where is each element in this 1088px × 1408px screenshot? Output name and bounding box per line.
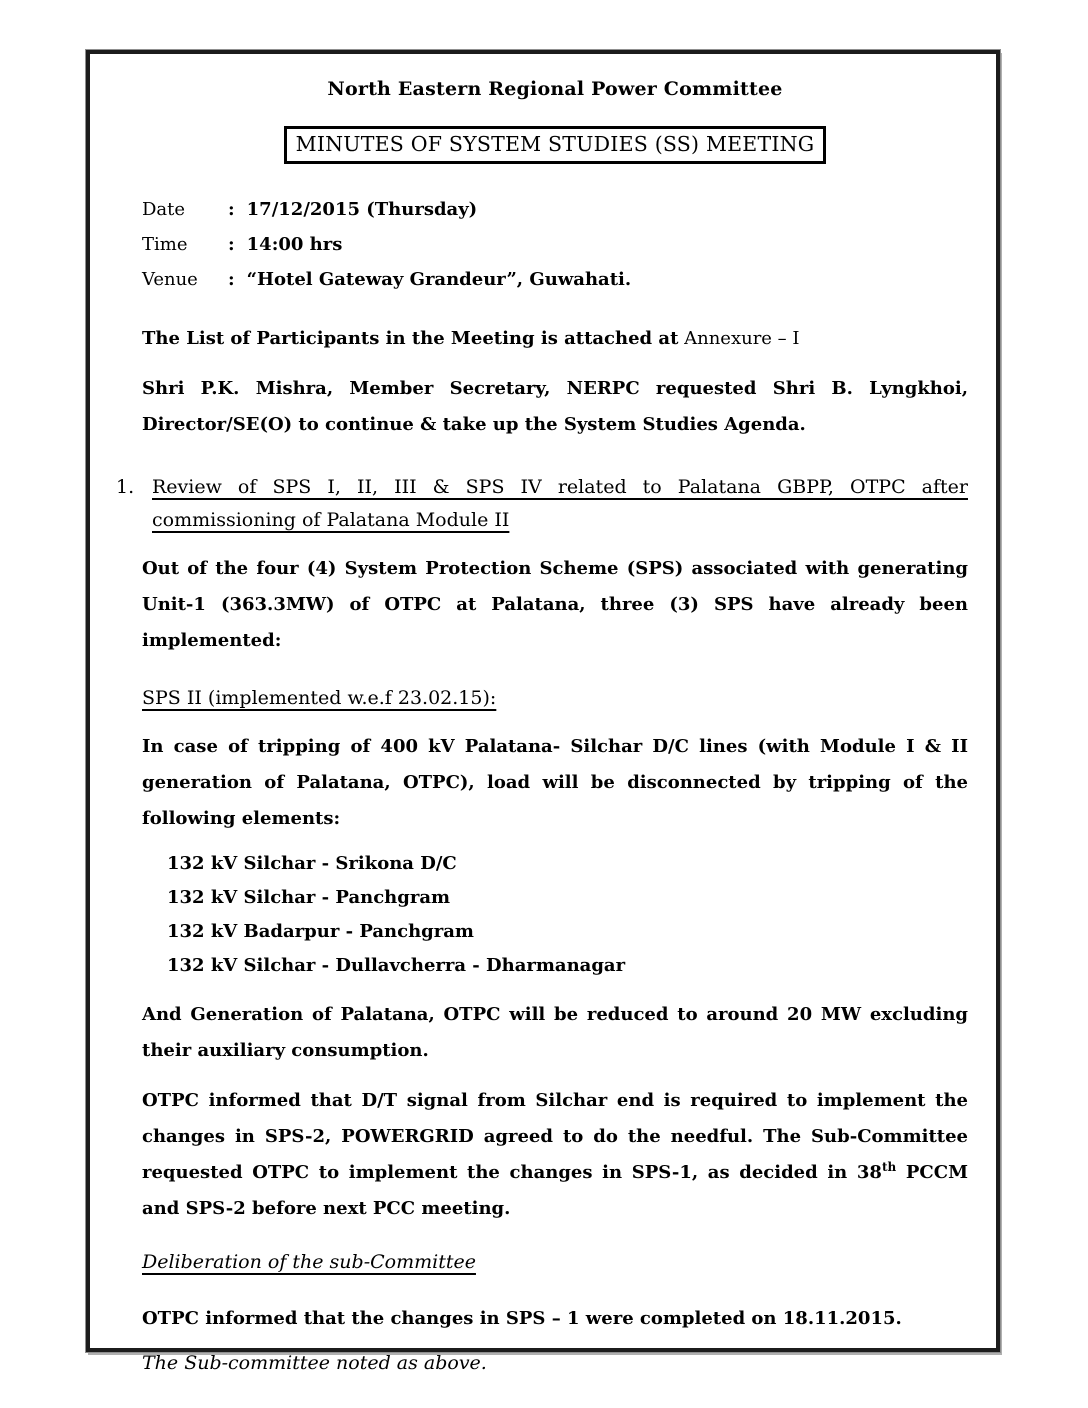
otpc-dt-paragraph bbox=[142, 1083, 968, 1227]
generation-paragraph: And Generation of Palatana, OTPC will be reduced to around 20 MW excluding their auxiliary consumption. bbox=[142, 1004, 968, 1061]
ordinal-superscript: th bbox=[881, 1160, 897, 1174]
list-item: 132 kV Silchar - Dullavcherra - Dharmanagar bbox=[167, 955, 626, 976]
venue-value: “Hotel Gateway Grandeur”, Guwahati. bbox=[246, 269, 632, 290]
list-item: 132 kV Silchar - Panchgram bbox=[167, 887, 451, 908]
meeting-meta bbox=[142, 192, 968, 297]
list-item: 132 kV Silchar - Srikona D/C bbox=[167, 853, 457, 874]
time-value: 14:00 hrs bbox=[246, 234, 343, 255]
meta-separator: : bbox=[228, 234, 235, 255]
venue-label: Venue bbox=[142, 269, 198, 290]
section-heading-text: Review of SPS I, II, III & SPS IV related to Palatana GBPP, OTPC after commissioning of Palatana Module II bbox=[152, 476, 968, 531]
list-item: 132 kV Badarpur - Panchgram bbox=[167, 921, 474, 942]
annexure-reference: Annexure – I bbox=[684, 328, 800, 349]
intro-paragraph: Shri P.K. Mishra, Member Secretary, NERPC requested Shri B. Lyngkhoi, Director/SE(O) to continue & take up the System Studies Agenda. bbox=[142, 378, 968, 435]
meta-row-venue bbox=[142, 262, 968, 297]
participants-line bbox=[142, 321, 968, 357]
tripping-elements-list bbox=[167, 847, 968, 983]
minutes-title-box: MINUTES OF SYSTEM STUDIES (SS) MEETING bbox=[284, 126, 827, 164]
meta-separator: : bbox=[228, 269, 235, 290]
otpc-dt-text-after-sup: PCCM and SPS-2 before next PCC meeting. bbox=[142, 1162, 968, 1219]
committee-title: North Eastern Regional Power Committee bbox=[327, 78, 783, 100]
tripping-paragraph: In case of tripping of 400 kV Palatana- Silchar D/C lines (with Module I & II generation of Palatana, OTPC), load will be disconnected by tripping of the following elements: bbox=[142, 736, 968, 829]
subcommittee-noted-line: The Sub-committee noted as above. bbox=[142, 1352, 487, 1374]
section-number: 1. bbox=[116, 476, 135, 498]
meta-row-time bbox=[142, 227, 968, 262]
section-1-heading bbox=[116, 471, 968, 537]
otpc-dt-text-before-sup: OTPC informed that D/T signal from Silchar end is required to implement the changes in SPS-2, POWERGRID agreed to do the needful. The Sub-Committee requested OTPC to implement the changes in SPS-1, as decided in 38 bbox=[142, 1090, 968, 1183]
participants-line-bold: The List of Participants in the Meeting is attached at bbox=[142, 328, 679, 349]
sps1-completed-paragraph: OTPC informed that the changes in SPS – 1 were completed on 18.11.2015. bbox=[142, 1308, 902, 1329]
meta-row-date bbox=[142, 192, 968, 227]
date-label: Date bbox=[142, 199, 186, 220]
document-page-frame bbox=[86, 50, 1000, 1374]
meta-separator: : bbox=[228, 199, 235, 220]
sps2-subheading: SPS II (implemented w.e.f 23.02.15): bbox=[142, 687, 497, 709]
date-value: 17/12/2015 (Thursday) bbox=[246, 199, 478, 220]
time-label: Time bbox=[142, 234, 188, 255]
deliberation-heading: Deliberation of the sub-Committee bbox=[142, 1251, 476, 1273]
sps-overview-paragraph: Out of the four (4) System Protection Scheme (SPS) associated with generating Unit-1 (363.3MW) of OTPC at Palatana, three (3) SPS have already been implemented: bbox=[142, 558, 968, 651]
